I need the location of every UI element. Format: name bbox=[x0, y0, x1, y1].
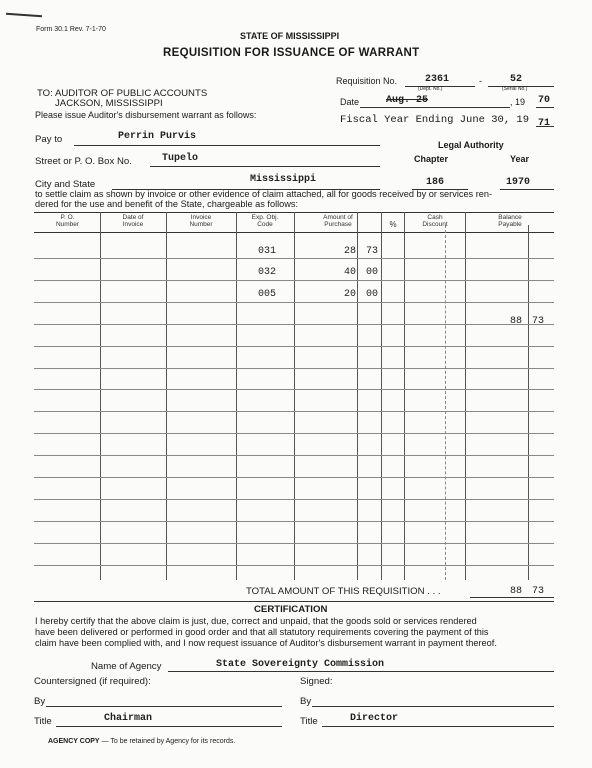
table-row-rule bbox=[34, 543, 554, 544]
table-row-3-code: 005 bbox=[258, 289, 277, 300]
col-po-2: Number bbox=[55, 221, 80, 228]
table-row-rule bbox=[34, 324, 554, 325]
col-po-1: P. O. bbox=[60, 214, 75, 221]
table-row-rule bbox=[34, 521, 554, 522]
balance-cents: 73 bbox=[532, 316, 545, 327]
table-row-rule bbox=[34, 368, 554, 369]
requisition-label: Requisition No. bbox=[336, 76, 398, 86]
balance-amount: 88 bbox=[510, 316, 523, 327]
certification-line-1: I hereby certify that the above claim is just, due, correct and unpaid, that the goods sold or services rendered bbox=[35, 616, 477, 626]
signed-label: Signed: bbox=[300, 676, 333, 687]
table-row-rule bbox=[34, 433, 554, 434]
to-line-1: TO: AUDITOR OF PUBLIC ACCOUNTS bbox=[37, 88, 208, 99]
settle-text-2: dered for the use and benefit of the State, chargeable as follows: bbox=[35, 199, 299, 209]
col-date-1: Date of bbox=[122, 214, 144, 221]
page-title: REQUISITION FOR ISSUANCE OF WARRANT bbox=[163, 47, 420, 59]
col-balance-2: Payable bbox=[498, 221, 522, 228]
settle-text-1: to settle claim as shown by invoice or other evidence of claim attached, all for goods received by or services ren- bbox=[35, 189, 493, 199]
col-date-2: Invoice bbox=[122, 221, 144, 228]
certification-line-3: claim have been complied with, and I now request issuance of Auditor's disbursement warrant in payment thereof. bbox=[35, 638, 497, 648]
table-row-rule bbox=[34, 258, 554, 259]
total-label: TOTAL AMOUNT OF THIS REQUISITION . . . bbox=[246, 586, 441, 597]
table-row-1-amount: 28 bbox=[344, 246, 357, 257]
agency-name: State Sovereignty Commission bbox=[216, 659, 385, 670]
fiscal-year-value: 71 bbox=[538, 118, 551, 129]
col-amount-2: Purchase bbox=[324, 221, 352, 228]
date-value: Aug. 25 bbox=[386, 95, 429, 106]
table-row-rule bbox=[34, 455, 554, 456]
state-title: STATE OF MISSISSIPPI bbox=[240, 31, 340, 41]
left-title-value: Chairman bbox=[104, 713, 153, 724]
street-label: Street or P. O. Box No. bbox=[35, 156, 132, 167]
footer-bold: AGENCY COPY bbox=[48, 738, 100, 745]
certification-title: CERTIFICATION bbox=[254, 604, 328, 615]
countersigned-label: Countersigned (if required): bbox=[34, 676, 151, 687]
right-title-value: Director bbox=[350, 713, 399, 724]
col-percent: % bbox=[389, 220, 397, 229]
city-value: Mississippi bbox=[250, 174, 317, 185]
date-year-prefix: , 19 bbox=[510, 97, 526, 107]
total-cents: 73 bbox=[532, 586, 545, 597]
requisition-dash: - bbox=[479, 76, 482, 86]
table-row-1-cents: 73 bbox=[366, 246, 379, 257]
title-label-right: Title bbox=[300, 716, 318, 727]
table-row-3-cents: 00 bbox=[366, 289, 379, 300]
legal-authority-title: Legal Authority bbox=[438, 140, 504, 150]
table-row-rule bbox=[34, 280, 554, 281]
by-label-left: By bbox=[34, 696, 46, 707]
date-label: Date bbox=[340, 97, 360, 107]
pay-to-label: Pay to bbox=[35, 134, 63, 145]
col-balance-1: Balance bbox=[498, 214, 522, 221]
dept-label: (Dept. No.) bbox=[418, 86, 443, 92]
col-cash-1: Cash bbox=[427, 214, 443, 221]
fiscal-year-text: Fiscal Year Ending June 30, 19 bbox=[340, 114, 530, 126]
authority-year-value: 1970 bbox=[506, 177, 531, 188]
col-invoice-2: Number bbox=[189, 221, 213, 228]
by-label-right: By bbox=[300, 696, 312, 707]
table-row-rule bbox=[34, 565, 554, 566]
dept-number: 2361 bbox=[425, 74, 450, 85]
table-row-3-amount: 20 bbox=[344, 289, 357, 300]
table-row-rule bbox=[34, 499, 554, 500]
table-row-1-code: 031 bbox=[258, 246, 277, 257]
table-row-rule bbox=[34, 411, 554, 412]
form-number: Form 30.1 Rev. 7-1-70 bbox=[36, 26, 106, 33]
footer bbox=[48, 738, 235, 745]
title-label-left: Title bbox=[34, 716, 52, 727]
col-cash-2: Discount bbox=[422, 221, 448, 228]
serial-label: (Serial No.) bbox=[502, 86, 528, 92]
table-row-2-code: 032 bbox=[258, 267, 277, 278]
table-row-rule bbox=[34, 477, 554, 478]
certification-line-2: have been delivered or performed in good order and that all statutory requirements covering the payment of this bbox=[35, 627, 489, 637]
col-invoice-1: Invoice bbox=[190, 214, 212, 221]
street-value: Tupelo bbox=[162, 153, 199, 164]
serial-number: 52 bbox=[510, 74, 523, 85]
table-row-rule bbox=[34, 389, 554, 390]
payee-name: Perrin Purvis bbox=[118, 131, 197, 142]
instruction-text: Please issue Auditor's disbursement warrant as follows: bbox=[35, 110, 257, 120]
col-amount-1: Amount of bbox=[323, 214, 353, 221]
table-row-rule bbox=[34, 302, 554, 303]
chapter-value: 186 bbox=[426, 177, 445, 188]
total-amount: 88 bbox=[510, 586, 523, 597]
table-row-2-amount: 40 bbox=[344, 267, 357, 278]
col-exp-1: Exp. Obj. bbox=[251, 214, 279, 221]
col-exp-2: Code bbox=[257, 221, 273, 228]
city-label: City and State bbox=[35, 179, 96, 190]
date-year: 70 bbox=[538, 95, 551, 106]
chapter-label: Chapter bbox=[414, 154, 449, 164]
to-line-2: JACKSON, MISSISSIPPI bbox=[55, 98, 163, 109]
agency-label: Name of Agency bbox=[91, 661, 162, 672]
year-label: Year bbox=[510, 154, 530, 164]
table-row-2-cents: 00 bbox=[366, 267, 379, 278]
table-row-rule bbox=[34, 346, 554, 347]
footer-rest: — To be retained by Agency for its records. bbox=[101, 738, 236, 745]
